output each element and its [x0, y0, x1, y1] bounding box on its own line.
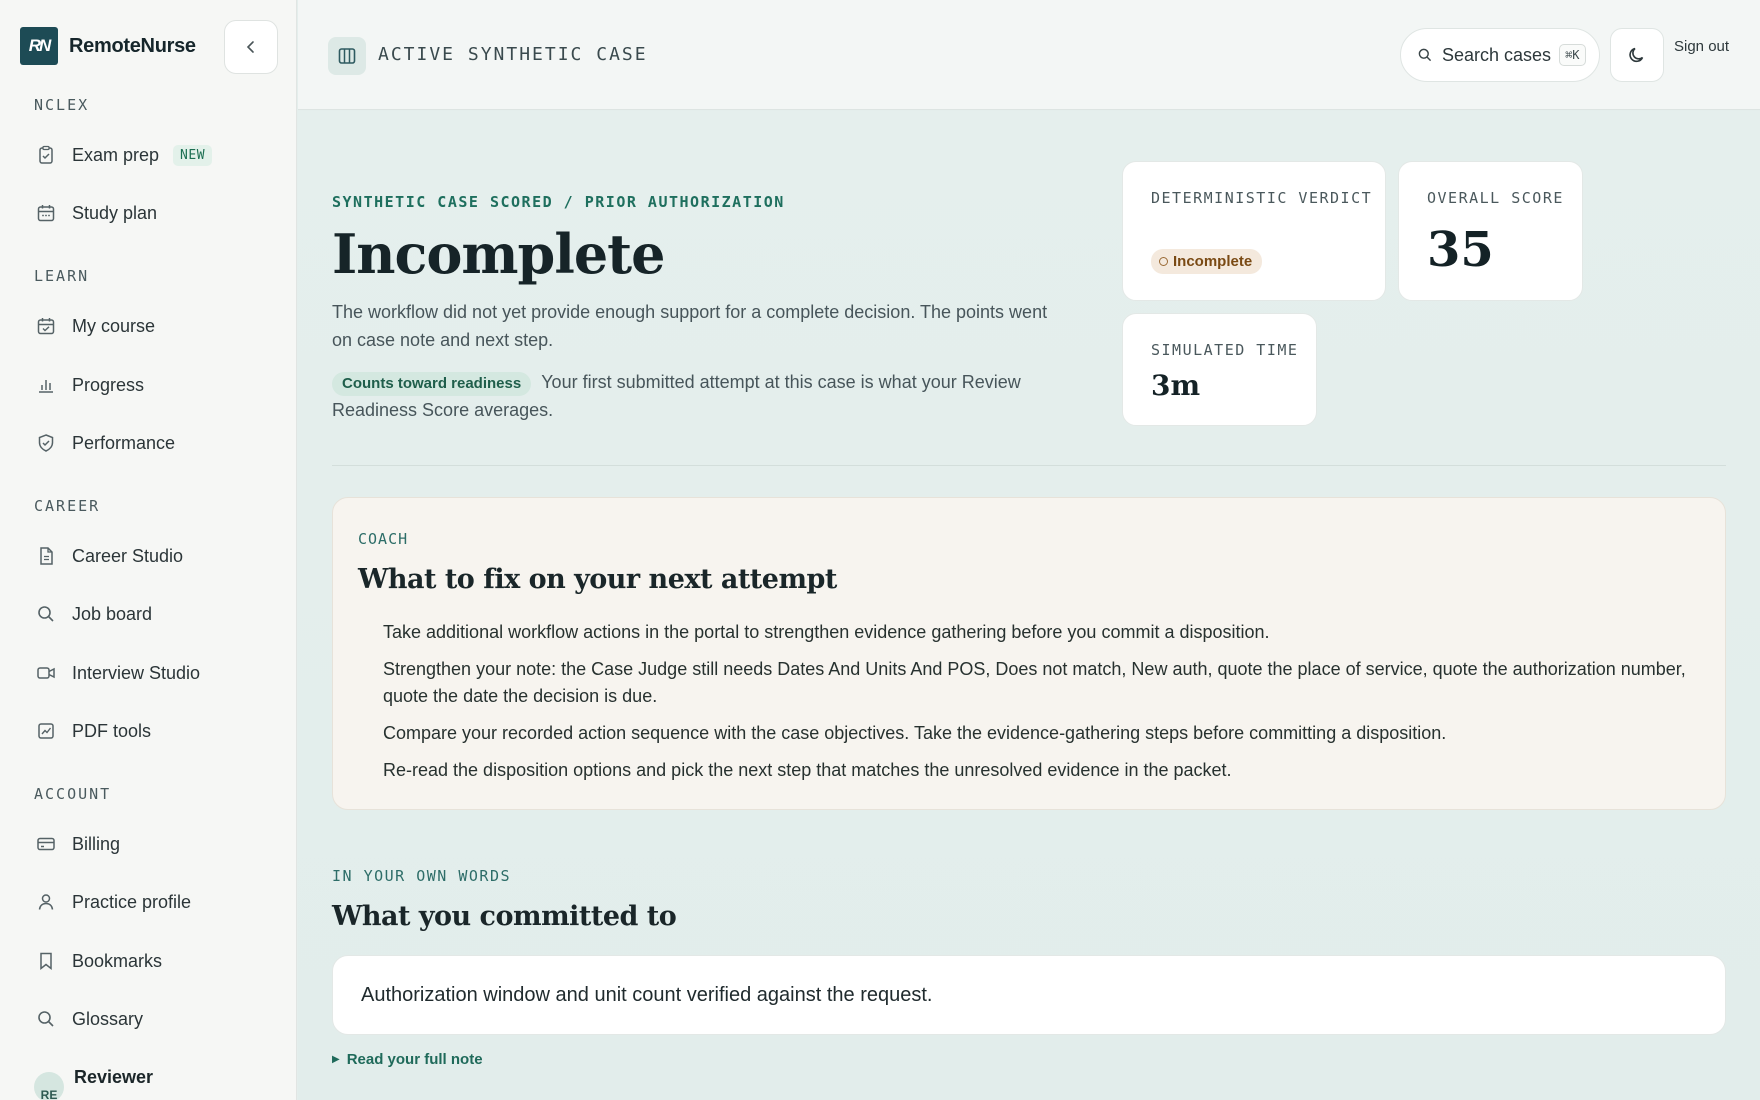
sidebar-item-label: Glossary [72, 1008, 144, 1029]
read-full-note-toggle[interactable] [332, 1051, 483, 1068]
document-icon [34, 544, 58, 568]
sidebar-item-label: My course [72, 315, 156, 336]
keyboard-shortcut: ⌘K [1559, 44, 1585, 66]
verdict-description: The workflow did not yet provide enough support for a complete decision. The points went on case note and next step. [332, 302, 1048, 350]
stat-label: SIMULATED TIME [1151, 341, 1299, 359]
collapse-sidebar-button[interactable] [224, 20, 278, 74]
credit-card-icon [34, 832, 58, 856]
bookmark-icon [34, 949, 58, 973]
sidebar-item-job-board[interactable] [34, 599, 152, 629]
panel-toggle-button[interactable] [328, 37, 366, 75]
sidebar-item-exam-prep[interactable] [34, 140, 212, 170]
new-badge: NEW [173, 145, 212, 166]
page-title: ACTIVE SYNTHETIC CASE [378, 44, 648, 65]
coach-panel [332, 497, 1726, 810]
verdict-heading: Incomplete [332, 222, 665, 286]
coach-eyebrow: COACH [358, 530, 409, 548]
search-label: Search cases [1442, 44, 1552, 65]
coach-title: What to fix on your next attempt [358, 564, 837, 595]
shield-check-icon [34, 431, 58, 455]
nav-section-nclex: NCLEX [34, 96, 90, 114]
clipboard-check-icon [34, 143, 58, 167]
sidebar-item-label: Exam prep [72, 144, 160, 165]
search-icon [34, 602, 58, 626]
sidebar-item-study-plan[interactable] [34, 198, 157, 228]
sidebar-item-label: Performance [72, 432, 176, 453]
calendar-icon [34, 201, 58, 225]
result-eyebrow: SYNTHETIC CASE SCORED / PRIOR AUTHORIZATION [332, 193, 785, 211]
sidebar-item-performance[interactable] [34, 428, 175, 458]
sidebar-item-label: Job board [72, 603, 153, 624]
sidebar-item-interview-studio[interactable] [34, 658, 200, 688]
status-dot-icon [1159, 257, 1168, 266]
status-badge [1151, 249, 1262, 274]
search-icon [34, 1007, 58, 1031]
sidebar-item-label: Career Studio [72, 545, 184, 566]
readiness-text: Your first submitted attempt at this case is what your Review Readiness Score averages. [332, 372, 1021, 420]
sidebar-item-practice-profile[interactable] [34, 887, 191, 917]
verdict-card [1122, 161, 1386, 301]
readiness-note [332, 368, 1072, 424]
status-badge-label: Incomplete [1173, 253, 1253, 270]
user-icon [34, 890, 58, 914]
video-icon [34, 661, 58, 685]
sidebar-item-career-studio[interactable] [34, 541, 183, 571]
sidebar-item-label: Interview Studio [72, 662, 201, 683]
score-card [1398, 161, 1583, 301]
sidebar-item-progress[interactable] [34, 370, 144, 400]
stat-label: OVERALL SCORE [1427, 189, 1564, 207]
list-item: Compare your recorded action sequence with the case objectives. Take the evidence-gathering steps before committing a disposition. [383, 723, 1447, 743]
stat-label: DETERMINISTIC VERDICT [1151, 189, 1373, 207]
nav-section-career: CAREER [34, 497, 101, 515]
nav-section-account: ACCOUNT [34, 785, 112, 803]
sidebar-item-bookmarks[interactable] [34, 946, 162, 976]
score-value: 35 [1427, 222, 1494, 278]
bar-chart-icon [34, 373, 58, 397]
top-bar [298, 0, 1760, 110]
user-menu[interactable] [34, 1066, 154, 1100]
brand[interactable] [20, 27, 196, 65]
search-icon [1417, 47, 1433, 63]
sidebar-item-label: PDF tools [72, 720, 152, 741]
sidebar-item-label: Billing [72, 833, 121, 854]
user-name: Reviewer [74, 1066, 154, 1087]
list-item: Strengthen your note: the Case Judge still needs Dates And Units And POS, Does not match, New auth, quote the place of service, quote the authorization number, quote the date the decision is due. [383, 659, 1686, 706]
brand-logo: RN [20, 27, 58, 65]
brand-name: RemoteNurse [69, 34, 196, 57]
read-full-note-label: Read your full note [346, 1051, 483, 1068]
sign-out-link[interactable]: Sign out [1674, 38, 1730, 55]
sidebar-item-label: Study plan [72, 202, 158, 223]
own-words-eyebrow: IN YOUR OWN WORDS [332, 867, 512, 885]
sidebar-item-label: Practice profile [72, 891, 192, 912]
list-item: Take additional workflow actions in the portal to strengthen evidence gathering before you commit a disposition. [383, 622, 1270, 642]
calendar-check-icon [34, 314, 58, 338]
sidebar [0, 0, 297, 1100]
moon-icon [1627, 45, 1647, 65]
nav-section-learn: LEARN [34, 267, 90, 285]
readiness-pill: Counts toward readiness [332, 372, 531, 396]
sidebar-item-glossary[interactable] [34, 1004, 143, 1034]
sidebar-item-label: Progress [72, 374, 145, 395]
chart-file-icon [34, 719, 58, 743]
sidebar-item-pdf-tools[interactable] [34, 716, 151, 746]
triangle-right-icon: ▶ [332, 1054, 340, 1065]
main-content [298, 111, 1760, 1100]
columns-icon [337, 46, 357, 66]
time-value: 3m [1151, 369, 1201, 402]
time-card [1122, 313, 1317, 426]
chevron-left-icon [243, 39, 259, 55]
own-words-title: What you committed to [332, 901, 677, 932]
search-cases-button[interactable] [1400, 28, 1600, 82]
theme-toggle-button[interactable] [1610, 28, 1664, 82]
divider [332, 465, 1726, 466]
avatar: RE [34, 1072, 64, 1100]
committed-note: Authorization window and unit count verified against the request. [332, 955, 1726, 1035]
sidebar-item-label: Bookmarks [72, 950, 163, 971]
list-item: Re-read the disposition options and pick the next step that matches the unresolved evidence in the packet. [383, 760, 1232, 780]
sidebar-item-billing[interactable] [34, 829, 120, 859]
coach-list [383, 619, 1703, 794]
sidebar-item-my-course[interactable] [34, 311, 155, 341]
